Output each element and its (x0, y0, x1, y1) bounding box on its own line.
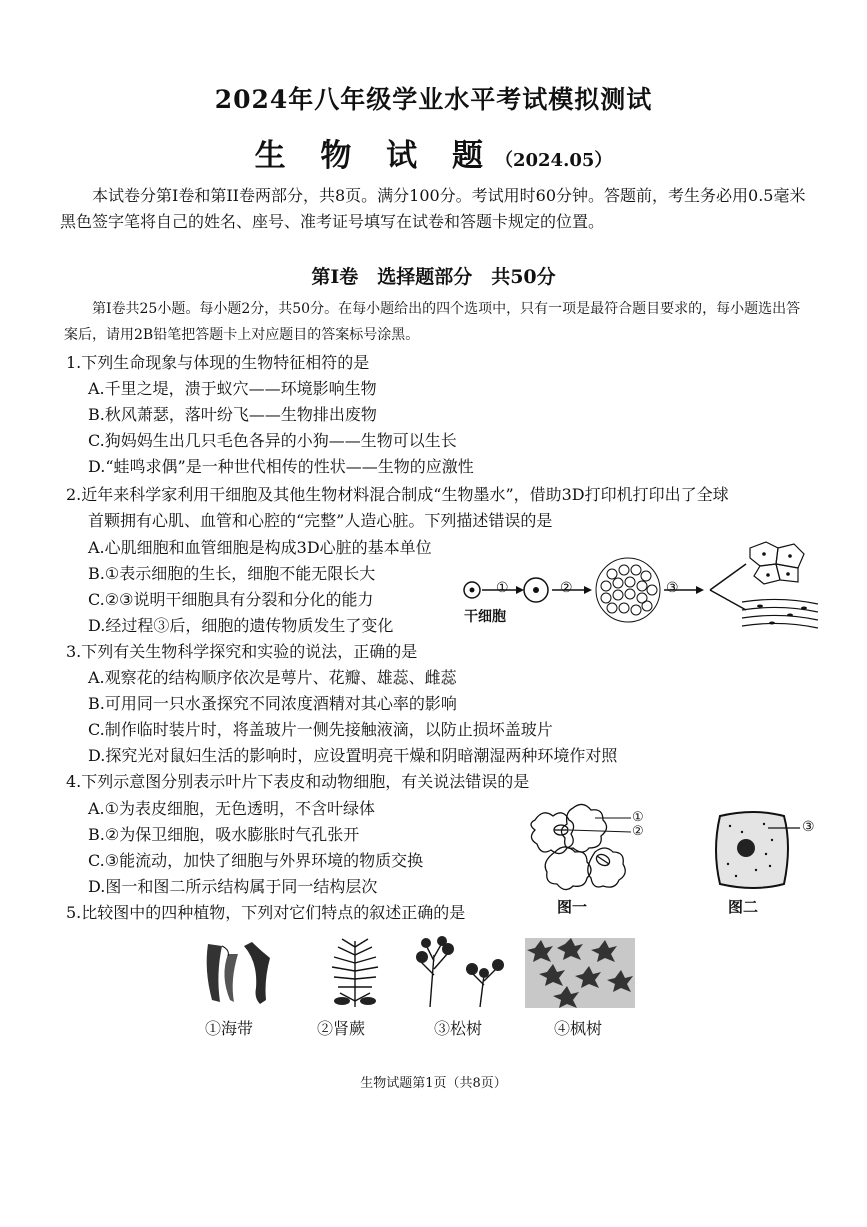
question-4-option-b: B.②为保卫细胞，吸水膨胀时气孔张开 (88, 825, 360, 844)
plant-label-1: ①海带 (205, 1019, 254, 1038)
question-2-option-a: A.心肌细胞和血管细胞是构成3D心脏的基本单位 (88, 538, 432, 557)
section-title: 第Ⅰ卷 选择题部分 共50分 (311, 266, 556, 288)
exam-title: 2024年八年级学业水平考试模拟测试 (214, 85, 653, 114)
subject-title (0, 130, 867, 175)
step-3-label: ③ (666, 580, 679, 596)
marker-1: ① (632, 810, 644, 825)
plant-label-3: ③松树 (434, 1019, 483, 1038)
question-3-stem: 3.下列有关生物科学探究和实验的说法，正确的是 (66, 642, 418, 661)
question-3-option-c: C.制作临时装片时，将盖玻片一侧先接触液滴，以防止损坏盖玻片 (88, 720, 553, 739)
page-footer: 生物试题第1页（共8页） (360, 1076, 507, 1091)
question-1-option-a: A.千里之堤，溃于蚁穴——环境影响生物 (88, 379, 377, 398)
question-2-stem-cont: 首颗拥有心肌、血管和心腔的“完整”人造心脏。下列描述错误的是 (88, 511, 553, 530)
plant-label-4: ④枫树 (554, 1019, 603, 1038)
exam-date: （2024.05） (494, 150, 613, 171)
section-instruction: 第Ⅰ卷共25小题。每小题2分，共50分。在每小题给出的四个选项中，只有一项是最符合题目要求的，每小题选出答案后，请用2B铅笔把答题卡上对应题目的答案标号涂黑。 (64, 301, 801, 343)
question-2-option-b: B.①表示细胞的生长，细胞不能无限长大 (88, 564, 376, 583)
question-2-stem: 2.近年来科学家利用干细胞及其他生物材料混合制成“生物墨水”，借助3D打印机打印出了全球 (66, 485, 729, 504)
step-1-label: ① (496, 580, 509, 596)
pine-image (412, 935, 512, 1010)
question-4-stem: 4.下列示意图分别表示叶片下表皮和动物细胞，有关说法错误的是 (66, 772, 530, 791)
stem-cell-label: 干细胞 (464, 609, 506, 625)
plant-label-2: ②肾蕨 (317, 1019, 366, 1038)
step-2-label: ② (560, 580, 573, 596)
maple-image (525, 938, 635, 1008)
kelp-image (200, 940, 280, 1010)
question-2-option-d: D.经过程③后，细胞的遗传物质发生了变化 (88, 616, 394, 635)
question-3-option-a: A.观察花的结构顺序依次是萼片、花瓣、雄蕊、雌蕊 (88, 668, 457, 687)
stem-cell-diagram (460, 538, 820, 638)
question-5-stem: 5.比较图中的四种植物，下列对它们特点的叙述正确的是 (66, 903, 466, 922)
question-1-option-d: D.“蛙鸣求偶”是一种世代相传的性状——生物的应激性 (88, 457, 474, 476)
question-1-stem: 1.下列生命现象与体现的生物特征相符的是 (66, 353, 370, 372)
question-1-option-c: C.狗妈妈生出几只毛色各异的小狗——生物可以生长 (88, 431, 457, 450)
question-4-option-d: D.图一和图二所示结构属于同一结构层次 (88, 877, 378, 896)
figure-1-caption: 图一 (557, 898, 588, 916)
leaf-epidermis-diagram (525, 800, 645, 895)
question-2-option-c: C.②③说明干细胞具有分裂和分化的能力 (88, 590, 374, 609)
exam-intro: 本试卷分第Ⅰ卷和第II卷两部分，共8页。满分100分。考试用时60分钟。答题前，考生务必用0.5毫米黑色签字笔将自己的姓名、座号、准考证号填写在试卷和答题卡规定的位置。 (60, 186, 806, 231)
question-4-option-a: A.①为表皮细胞，无色透明，不含叶绿体 (88, 799, 375, 818)
question-1-option-b: B.秋风萧瑟，落叶纷飞——生物排出废物 (88, 405, 377, 424)
question-4-option-c: C.③能流动，加快了细胞与外界环境的物质交换 (88, 851, 424, 870)
subject-name: 生 物 试 题 (254, 138, 495, 174)
marker-2: ② (632, 824, 644, 839)
fern-image (320, 935, 390, 1010)
question-3-option-b: B.可用同一只水蚤探究不同浓度酒精对其心率的影响 (88, 694, 457, 713)
figure-2-caption: 图二 (728, 898, 759, 916)
question-3-option-d: D.探究光对鼠妇生活的影响时，应设置明亮干燥和阴暗潮湿两种环境作对照 (88, 746, 618, 765)
marker-3: ③ (802, 819, 815, 835)
